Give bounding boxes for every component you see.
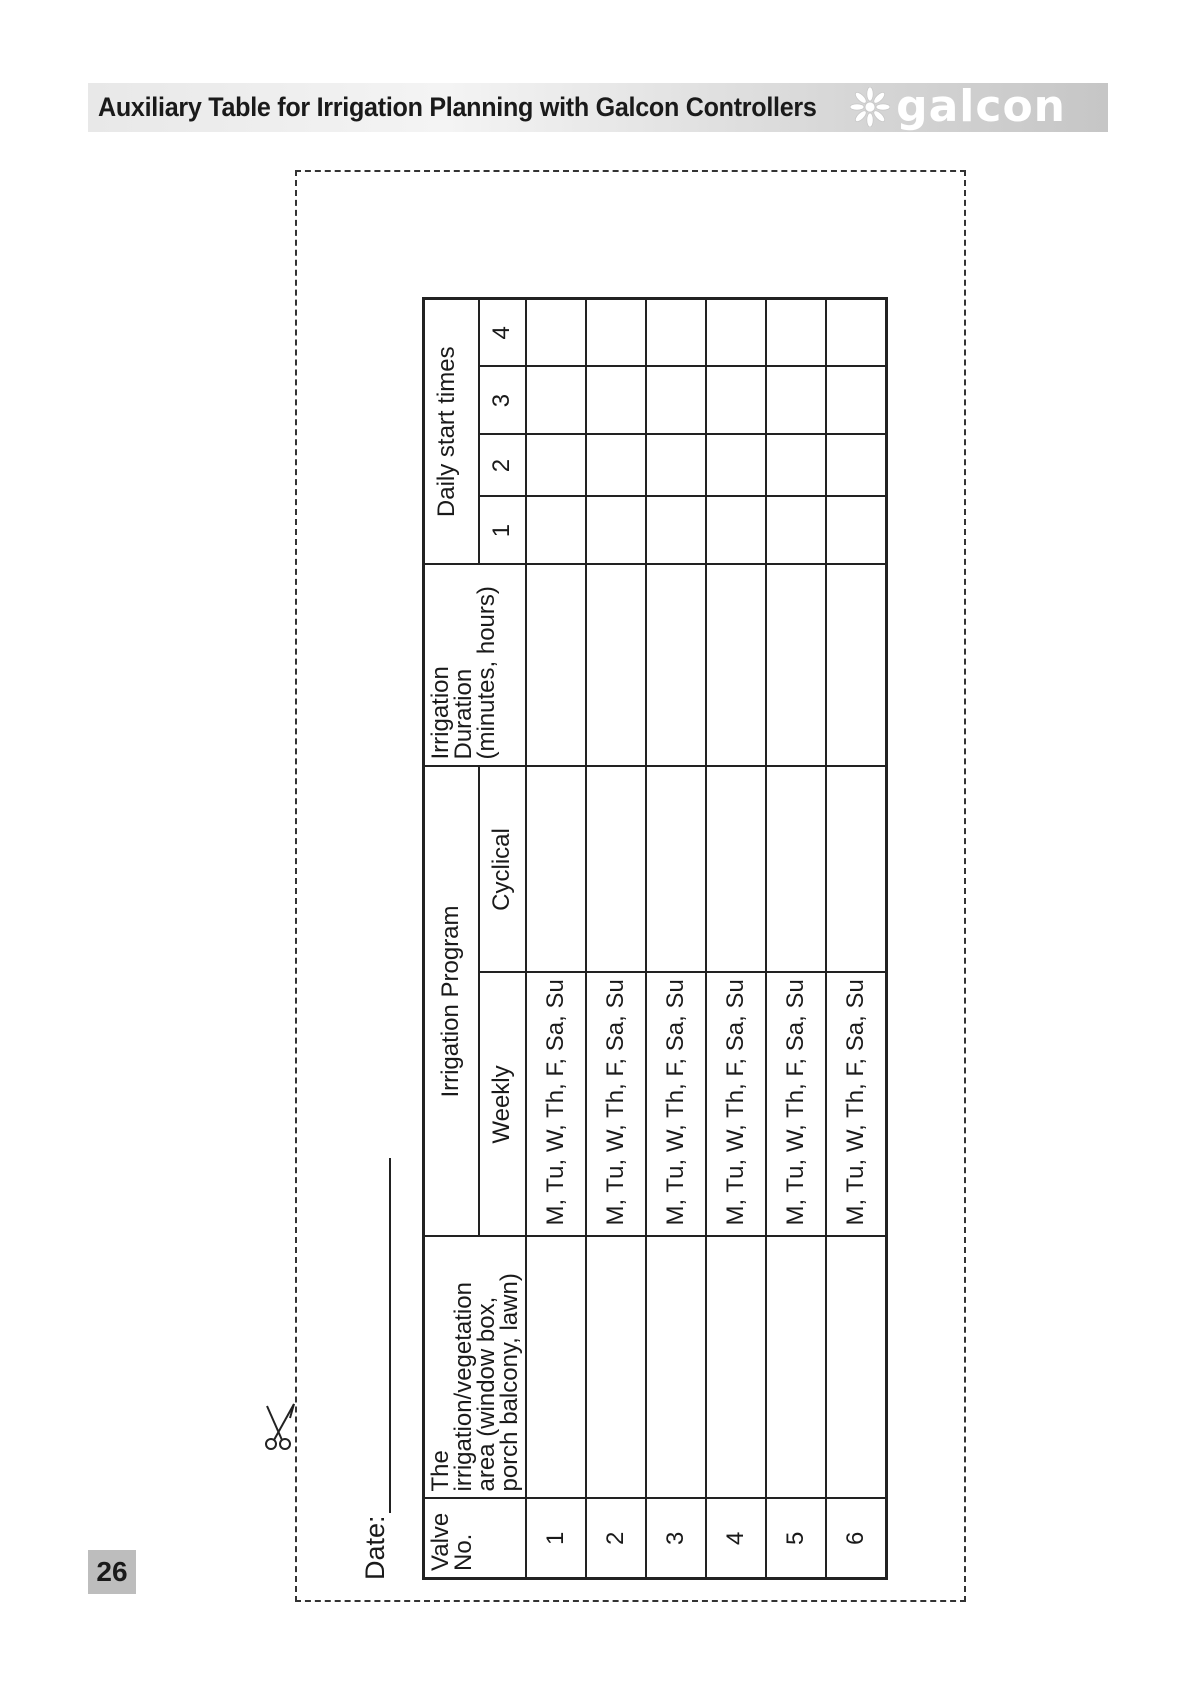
weekly-days: M, Tu, W, Th, F, Sa, Su bbox=[826, 973, 886, 1237]
area-cell[interactable] bbox=[646, 1237, 706, 1499]
start-3-header: 3 bbox=[479, 367, 526, 435]
area-cell[interactable] bbox=[826, 1237, 886, 1499]
start-1-header: 1 bbox=[479, 497, 526, 565]
duration-cell[interactable] bbox=[766, 565, 826, 767]
page-number: 26 bbox=[88, 1550, 136, 1594]
duration-cell[interactable] bbox=[706, 565, 766, 767]
start-4-header: 4 bbox=[479, 299, 526, 367]
start-time-cell[interactable] bbox=[706, 299, 766, 367]
start-time-cell[interactable] bbox=[766, 497, 826, 565]
area-cell[interactable] bbox=[706, 1237, 766, 1499]
program-header: Irrigation Program bbox=[424, 767, 479, 1237]
logo-wordmark: galcon bbox=[896, 81, 1066, 132]
weekly-header: Weekly bbox=[479, 973, 526, 1237]
weekly-days: M, Tu, W, Th, F, Sa, Su bbox=[526, 973, 586, 1237]
cyclical-cell[interactable] bbox=[586, 767, 646, 973]
valve-number: 2 bbox=[586, 1499, 646, 1579]
flower-icon bbox=[850, 87, 890, 127]
duration-cell[interactable] bbox=[826, 565, 886, 767]
start-time-cell[interactable] bbox=[646, 497, 706, 565]
table-row bbox=[826, 299, 886, 1579]
date-underline bbox=[363, 1158, 391, 1513]
weekly-days: M, Tu, W, Th, F, Sa, Su bbox=[706, 973, 766, 1237]
table-row bbox=[706, 299, 766, 1579]
start-time-cell[interactable] bbox=[826, 497, 886, 565]
weekly-days: M, Tu, W, Th, F, Sa, Su bbox=[646, 973, 706, 1237]
weekly-days: M, Tu, W, Th, F, Sa, Su bbox=[586, 973, 646, 1237]
start-time-cell[interactable] bbox=[526, 367, 586, 435]
area-cell[interactable] bbox=[586, 1237, 646, 1499]
valve-number: 1 bbox=[526, 1499, 586, 1579]
start-time-cell[interactable] bbox=[826, 367, 886, 435]
start-time-cell[interactable] bbox=[706, 497, 766, 565]
duration-header: Irrigation Duration (minutes, hours) bbox=[424, 565, 527, 767]
valve-number: 4 bbox=[706, 1499, 766, 1579]
start-time-cell[interactable] bbox=[646, 435, 706, 497]
table-row bbox=[646, 299, 706, 1579]
area-cell[interactable] bbox=[526, 1237, 586, 1499]
start-time-cell[interactable] bbox=[826, 435, 886, 497]
page-header bbox=[88, 83, 1108, 132]
start-time-cell[interactable] bbox=[586, 299, 646, 367]
start-time-cell[interactable] bbox=[766, 367, 826, 435]
start-time-cell[interactable] bbox=[706, 367, 766, 435]
cyclical-cell[interactable] bbox=[766, 767, 826, 973]
scissors-icon bbox=[261, 1400, 303, 1452]
irrigation-form bbox=[360, 180, 869, 1580]
start-time-cell[interactable] bbox=[586, 367, 646, 435]
weekly-days: M, Tu, W, Th, F, Sa, Su bbox=[766, 973, 826, 1237]
start-time-cell[interactable] bbox=[706, 435, 766, 497]
cyclical-cell[interactable] bbox=[646, 767, 706, 973]
cyclical-cell[interactable] bbox=[706, 767, 766, 973]
planning-table bbox=[422, 297, 888, 1580]
start-time-cell[interactable] bbox=[526, 299, 586, 367]
start-time-cell[interactable] bbox=[586, 497, 646, 565]
area-header: The irrigation/vegetation area (window box, porch balcony, lawn) bbox=[424, 1237, 527, 1499]
start-time-cell[interactable] bbox=[646, 367, 706, 435]
start-times-header: Daily start times bbox=[424, 299, 479, 565]
start-2-header: 2 bbox=[479, 435, 526, 497]
cyclical-cell[interactable] bbox=[526, 767, 586, 973]
valve-no-header: Valve No. bbox=[424, 1499, 527, 1579]
date-field[interactable] bbox=[360, 1158, 400, 1580]
start-time-cell[interactable] bbox=[526, 497, 586, 565]
duration-cell[interactable] bbox=[586, 565, 646, 767]
galcon-logo bbox=[850, 81, 1066, 132]
start-time-cell[interactable] bbox=[826, 299, 886, 367]
start-time-cell[interactable] bbox=[766, 435, 826, 497]
table-row bbox=[526, 299, 586, 1579]
page-title: Auxiliary Table for Irrigation Planning with Galcon Controllers bbox=[98, 92, 817, 122]
valve-number: 5 bbox=[766, 1499, 826, 1579]
start-time-cell[interactable] bbox=[526, 435, 586, 497]
cyclical-cell[interactable] bbox=[826, 767, 886, 973]
valve-number: 3 bbox=[646, 1499, 706, 1579]
date-label: Date: bbox=[360, 1515, 390, 1580]
duration-cell[interactable] bbox=[526, 565, 586, 767]
start-time-cell[interactable] bbox=[586, 435, 646, 497]
start-time-cell[interactable] bbox=[766, 299, 826, 367]
start-time-cell[interactable] bbox=[646, 299, 706, 367]
table-row bbox=[586, 299, 646, 1579]
valve-number: 6 bbox=[826, 1499, 886, 1579]
table-row bbox=[766, 299, 826, 1579]
cyclical-header: Cyclical bbox=[479, 767, 526, 973]
duration-cell[interactable] bbox=[646, 565, 706, 767]
area-cell[interactable] bbox=[766, 1237, 826, 1499]
